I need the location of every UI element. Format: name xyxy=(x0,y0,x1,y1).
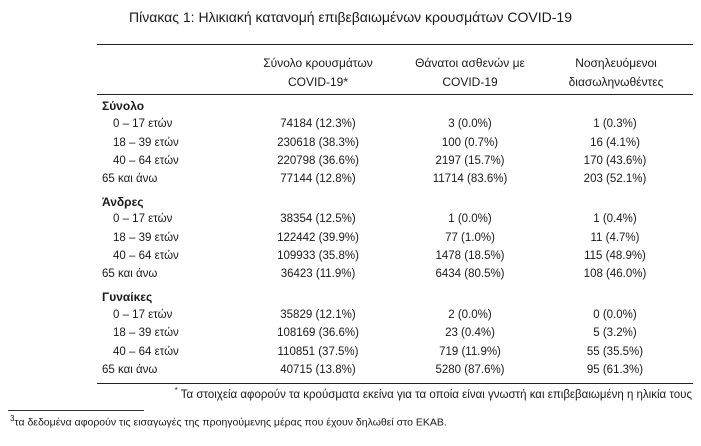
deaths-cell: 100 (0.7%) xyxy=(441,137,499,149)
deaths-cell: 77 (1.0%) xyxy=(445,232,495,244)
intubated-cell: 55 (35.5%) xyxy=(586,346,644,358)
age-group-label: 65 και άνω xyxy=(102,364,158,376)
age-group-label: 18 – 39 ετών xyxy=(113,327,179,339)
age-group-label: 65 και άνω xyxy=(102,268,158,280)
table-row xyxy=(0,268,701,286)
intubated-cell: 115 (48.9%) xyxy=(584,250,646,262)
page-footnote-marker: 3 xyxy=(10,414,15,423)
table-row xyxy=(0,118,701,136)
deaths-cell: 2 (0.0%) xyxy=(448,309,492,321)
cases-cell: 108169 (36.6%) xyxy=(277,327,359,339)
table-row xyxy=(0,213,701,231)
age-group-label: 40 – 64 ετών xyxy=(113,155,179,167)
age-group-label: 0 – 17 ετών xyxy=(113,213,173,225)
table-row xyxy=(0,364,701,382)
cases-cell: 230618 (38.3%) xyxy=(277,137,359,149)
table-footnote xyxy=(0,386,692,401)
column-header-total-cases xyxy=(253,54,383,92)
column-header-line: COVID-19* xyxy=(287,75,349,89)
table-row xyxy=(0,232,701,250)
column-header-line: Θάνατοι ασθενών με xyxy=(415,56,525,70)
table-row xyxy=(0,137,701,155)
table-row xyxy=(0,155,701,173)
cases-cell: 109933 (35.8%) xyxy=(277,250,359,262)
deaths-cell: 6434 (80.5%) xyxy=(435,268,505,280)
cases-cell: 122442 (39.9%) xyxy=(277,232,359,244)
cases-cell: 74184 (12.3%) xyxy=(280,118,356,130)
intubated-cell: 1 (0.4%) xyxy=(593,213,637,225)
column-header-intubated xyxy=(546,54,686,92)
deaths-cell: 1 (0.0%) xyxy=(448,213,492,225)
intubated-cell: 0 (0.0%) xyxy=(593,309,637,321)
deaths-cell: 5280 (87.6%) xyxy=(435,364,505,376)
page-footnote-text: τα δεδομένα αφορούν τις εισαγωγές της προηγούμενης μέρας που έχουν δηλωθεί στο ΕΚΑΒ. xyxy=(14,416,447,429)
footnote-marker: * xyxy=(174,386,178,395)
intubated-cell: 95 (61.3%) xyxy=(586,364,644,376)
column-header-line: διασωληνωθέντες xyxy=(568,75,664,89)
intubated-cell: 5 (3.2%) xyxy=(593,327,637,339)
section-title-total: Σύνολο xyxy=(102,99,145,113)
age-group-label: 0 – 17 ετών xyxy=(113,118,173,130)
table-row xyxy=(0,173,701,191)
section-title-women: Γυναίκες xyxy=(102,290,153,304)
column-header-line: COVID-19 xyxy=(442,75,498,89)
age-group-label: 65 και άνω xyxy=(102,173,158,185)
age-group-label: 40 – 64 ετών xyxy=(113,346,179,358)
table-row xyxy=(0,327,701,345)
page-footnote xyxy=(10,414,447,429)
table-bottom-rule xyxy=(97,383,693,384)
deaths-cell: 11714 (83.6%) xyxy=(432,173,508,185)
table-row xyxy=(0,309,701,327)
cases-cell: 38354 (12.5%) xyxy=(280,213,356,225)
deaths-cell: 23 (0.4%) xyxy=(445,327,495,339)
intubated-cell: 1 (0.3%) xyxy=(593,118,637,130)
table-row xyxy=(0,250,701,268)
deaths-cell: 719 (11.9%) xyxy=(439,346,501,358)
table-title: Πίνακας 1: Ηλικιακή κατανομή επιβεβαιωμένων κρουσμάτων COVID-19 xyxy=(129,9,572,25)
column-header-line: Σύνολο κρουσμάτων xyxy=(263,56,373,70)
deaths-cell: 1478 (18.5%) xyxy=(435,250,505,262)
table-top-rule xyxy=(97,44,693,45)
table-row xyxy=(0,346,701,364)
column-header-line: Νοσηλευόμενοι xyxy=(575,56,657,70)
deaths-cell: 2197 (15.7%) xyxy=(435,155,505,167)
intubated-cell: 203 (52.1%) xyxy=(583,173,647,185)
cases-cell: 40715 (13.8%) xyxy=(280,364,356,376)
age-group-label: 0 – 17 ετών xyxy=(113,309,173,321)
table-header-rule xyxy=(97,94,693,95)
deaths-cell: 3 (0.0%) xyxy=(448,118,492,130)
cases-cell: 77144 (12.8%) xyxy=(280,173,356,185)
column-header-deaths xyxy=(395,54,545,92)
cases-cell: 110851 (37.5%) xyxy=(277,346,359,358)
page-footnote-rule xyxy=(8,410,144,411)
cases-cell: 220798 (36.6%) xyxy=(277,155,359,167)
footnote-text: Τα στοιχεία αφορούν τα κρούσματα εκείνα για τα οποία είναι γνωστή και επιβεβαιωμένη η ηλικία τους xyxy=(180,388,692,401)
intubated-cell: 170 (43.6%) xyxy=(583,155,647,167)
cases-cell: 36423 (11.9%) xyxy=(280,268,356,280)
age-group-label: 40 – 64 ετών xyxy=(113,250,179,262)
intubated-cell: 108 (46.0%) xyxy=(583,268,647,280)
age-group-label: 18 – 39 ετών xyxy=(113,137,179,149)
cases-cell: 35829 (12.1%) xyxy=(280,309,356,321)
intubated-cell: 11 (4.7%) xyxy=(590,232,640,244)
section-title-men: Άνδρες xyxy=(102,195,144,209)
intubated-cell: 16 (4.1%) xyxy=(590,137,640,149)
age-group-label: 18 – 39 ετών xyxy=(113,232,179,244)
